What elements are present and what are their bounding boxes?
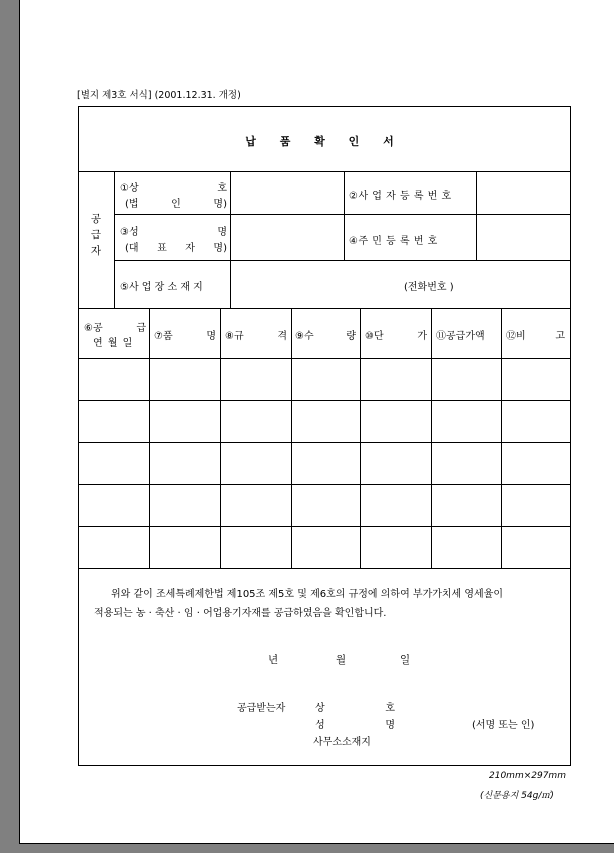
recipient-address-label: 사무소소재지 <box>313 737 371 748</box>
item-name-b: 명 <box>206 331 216 342</box>
price-b: 가 <box>417 331 427 342</box>
qty-a: ⑨수 <box>295 331 314 342</box>
date-month-label: 월 <box>336 654 347 666</box>
delivery-confirmation-form <box>78 106 571 766</box>
rule-col-4 <box>360 308 361 568</box>
supplier-section-label <box>89 211 103 259</box>
rule-col-5 <box>431 308 432 568</box>
col-quantity <box>295 327 356 342</box>
col-supply-amount: ⑪공급가액 <box>436 331 485 342</box>
col-spec <box>225 327 287 342</box>
supply-date-b: 급 <box>136 323 146 334</box>
date-day-label: 일 <box>400 654 411 666</box>
form-reference: [별지 제3호 서식] (2001.12.31. 개정) <box>77 90 241 101</box>
certification-text <box>94 585 559 623</box>
phone-label: (전화번호 ) <box>404 282 454 293</box>
recipient-name-b: 명 <box>385 720 395 731</box>
spec-b: 격 <box>277 331 287 342</box>
company-field-label <box>120 179 227 194</box>
item-name-a: ⑦품 <box>154 331 173 342</box>
company-label-b: 호 <box>217 183 227 194</box>
company-sub-2: 인 <box>171 199 181 210</box>
col-supply-date-line2: 연 월 일 <box>93 338 134 349</box>
rule-header-bottom <box>79 358 570 359</box>
note-a: ⑫비 <box>506 331 526 342</box>
date-year-label: 년 <box>268 654 279 666</box>
paper-size-note: 210mm×297mm <box>489 771 566 781</box>
rule-col-3 <box>291 308 292 568</box>
supply-date-a: ⑥공 <box>84 323 103 334</box>
price-a: ⑩단 <box>365 331 384 342</box>
rule-item-row2 <box>79 442 570 443</box>
rule-supplier-row2 <box>114 260 570 261</box>
name-field-sublabel <box>125 239 227 254</box>
col-note <box>506 327 565 342</box>
supplier-label-text: 공급자 <box>90 213 102 257</box>
rule-supplier-field-col <box>230 171 231 308</box>
company-sub-3: 명) <box>213 199 227 210</box>
recipient-company-b: 호 <box>385 703 395 714</box>
company-sub-1: (법 <box>125 199 139 210</box>
name-sub-1: (대 <box>125 243 139 254</box>
rule-supplier-right-col <box>476 171 477 260</box>
recipient-name-label <box>315 716 395 731</box>
rule-title-bottom <box>79 171 570 172</box>
rule-item-row1 <box>79 400 570 401</box>
name-label-b: 명 <box>217 227 227 238</box>
paper-type-note: (신문용지 54g/㎡) <box>480 791 554 801</box>
certification-line-1: 위와 같이 조세특례제한법 제105조 제5호 및 제6호의 규정에 의하여 부가가치세 영세율이 <box>111 589 504 600</box>
spec-a: ⑧규 <box>225 331 244 342</box>
rule-col-2 <box>220 308 221 568</box>
business-address-label: ⑤사 업 장 소 재 지 <box>120 282 203 293</box>
col-supply-date-line1 <box>84 319 146 334</box>
resident-no-label: ④주 민 등 록 번 호 <box>349 236 438 247</box>
col-unit-price <box>365 327 427 342</box>
name-sub-2: 표 <box>157 243 167 254</box>
name-label-a: ③성 <box>120 227 139 238</box>
rule-col-6 <box>501 308 502 568</box>
qty-b: 량 <box>346 331 356 342</box>
signature-label: (서명 또는 인) <box>472 720 535 731</box>
recipient-company-a: 상 <box>315 703 325 714</box>
rule-supplier-row1 <box>114 214 570 215</box>
rule-item-row3 <box>79 484 570 485</box>
col-item-name <box>154 327 216 342</box>
company-label-a: ①상 <box>120 183 139 194</box>
name-sub-3: 자 <box>185 243 195 254</box>
business-reg-no-label: ②사 업 자 등 록 번 호 <box>349 191 452 202</box>
certification-line-2: 적용되는 농 · 축산 · 임 · 어업용기자재를 공급하였음을 확인합니다. <box>94 608 387 619</box>
rule-supplier-bottom <box>79 308 570 309</box>
rule-item-bottom <box>79 568 570 569</box>
name-sub-4: 명) <box>213 243 227 254</box>
recipient-company-label <box>315 699 395 714</box>
rule-col-1 <box>149 308 150 568</box>
note-b: 고 <box>555 331 565 342</box>
rule-item-row4 <box>79 526 570 527</box>
recipient-label: 공급받는자 <box>237 703 286 714</box>
form-title: 납 품 확 인 서 <box>245 135 404 148</box>
company-field-sublabel <box>125 195 227 210</box>
recipient-name-a: 성 <box>315 720 325 731</box>
document-page <box>19 0 614 844</box>
rule-supplier-label-col <box>114 171 115 308</box>
rule-supplier-mid-col <box>344 171 345 260</box>
name-field-label <box>120 223 227 238</box>
